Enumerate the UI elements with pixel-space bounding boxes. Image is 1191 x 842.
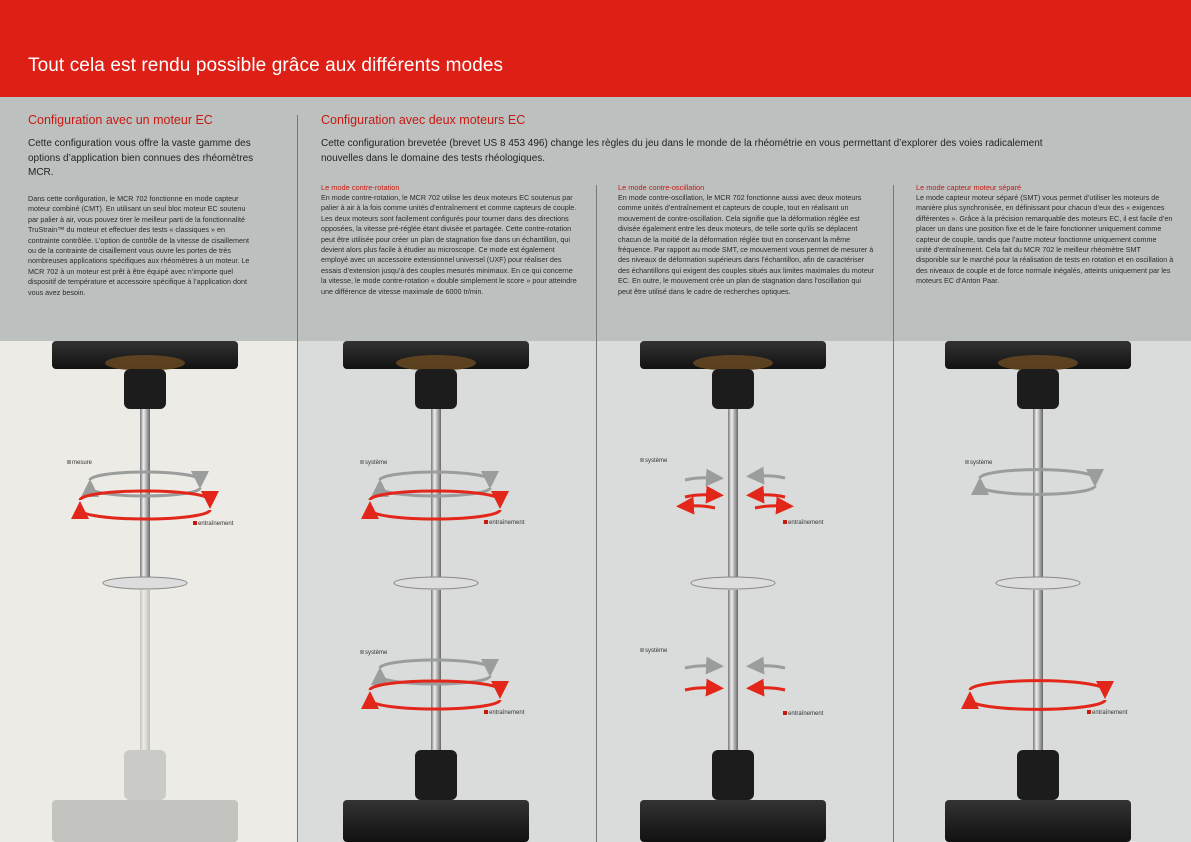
label-drive: entraînement <box>788 520 824 526</box>
label-drive: entraînement <box>198 521 234 527</box>
dual-config-lead: Cette configuration brevetée (brevet US 8 453 496) change les règles du jeu dans le monde de la rhéométrie en vous permettant d’explorer des voies radicalement nouvelles dans le domaine des tests rhéologiques. <box>321 138 1043 164</box>
page-title: Tout cela est rendu possible grâce aux différents modes <box>28 55 504 76</box>
label-drive: entraînement <box>489 520 525 526</box>
single-config-body: Dans cette configuration, le MCR 702 fonctionne en mode capteur moteur combiné (CMT). En utilisant un seul bloc moteur EC soutenu par palier à air, vous pouvez tirer le meilleur parti de la fonctionnalité TruStrain™ du moteur et effectuer des tests « classiques » en contrainte contrôlée. L’option de contrôle de la vitesse de cisaillement ou de la contrainte de cisaillement vous ouvre les portes de très nombreuses applications spécifiques aux rhéomètres à un moteur. Le MCR 702 à un moteur est prêt à être équipé avec n’importe quel dispositif de température et accessoire spécifique à l’application dont vous avez besoin. <box>28 194 250 297</box>
illustration-counter-oscillation <box>640 341 826 842</box>
mode-title-counter-rotation: Le mode contre-rotation <box>321 183 400 192</box>
single-config-lead: Cette configuration vous offre la vaste gamme des options d’application bien connues des rhéomètres MCR. <box>28 138 254 178</box>
label-system: système <box>970 460 993 466</box>
mode-body-counter-oscillation: En mode contre-oscillation, le MCR 702 fonctionne aussi avec deux moteurs comme unités d’entraînement et capteurs de couple, tout en réalisant un mouvement de contre-oscillation. Cela signifie que la déformation réglée est divisée également entre les deux moteurs, de telle sorte qu’ils se déplacent chacun de la moitié de la déformation réglée tout en conservant la même fréquence. Par rapport au mode SMT, ce mouvement vous permet de mesurer à des niveaux de déformation supérieurs dans l’échantillon, afin de caractériser des échantillons qui exigent des couples situés aux limites maximales du moteur EC. En outre, le mouvement crée un plan de stagnation dans l’oscillation qui peut être utilisé dans le cadre de recherches optiques. <box>618 193 875 296</box>
illustration-single-motor <box>52 341 238 842</box>
label-drive: entraînement <box>1092 710 1128 716</box>
mode-body-counter-rotation: En mode contre-rotation, le MCR 702 utilise les deux moteurs EC soutenus par palier à air à la fois comme unités d’entraînement et comme capteurs de couple. Les deux moteurs sont facilement configurés pour tourner dans des directions opposées, la vitesse pré-réglée étant divisée et partagée. Cette contre-rotation peut être utilisée pour créer un plan de stagnation fixe dans un échantillon, qui devient alors plus facile à étudier au microscope. Ce mode est également employé avec un accessoire extensionnel universel (UXF) pour réaliser des essais d’extension jusqu’à des couples mesurés minimaux. En ce qui concerne la vitesse, le mode contre-rotation « double simplement le score » pour atteindre une différence de vitesse maximale de 6000 tr/min. <box>321 193 577 296</box>
dual-config-title: Configuration avec deux moteurs EC <box>321 113 526 127</box>
label-measure: mesure <box>72 460 93 466</box>
label-system: système <box>645 648 668 654</box>
mode-title-counter-oscillation: Le mode contre-oscillation <box>618 183 705 192</box>
label-system: système <box>365 460 388 466</box>
illustration-separate-motor <box>945 341 1131 842</box>
label-system: système <box>645 458 668 464</box>
illustration-counter-rotation <box>343 341 529 842</box>
label-drive: entraînement <box>489 710 525 716</box>
single-config-title: Configuration avec un moteur EC <box>28 113 213 127</box>
label-drive: entraînement <box>788 711 824 717</box>
label-system: système <box>365 650 388 656</box>
mode-body-separate-motor: Le mode capteur moteur séparé (SMT) vous permet d’utiliser les moteurs de manière plus synchronisée, en définissant pour chacun d’eux des « exigences différentes ». Grâce à la précision remarquable des moteurs EC, il est facile d’en placer un dans une position fixe et de le faire fonctionner uniquement comme capteur de couple, tandis que l’autre moteur fonctionne uniquement comme unité d’entraînement. Cela fait du MCR 702 le meilleur rhéomètre SMT disponible sur le marché pour la réalisation de tests en rotation et en oscillation à des niveaux de couple et de force normale inégalés, atteints uniquement par les moteurs EC d’Anton Paar. <box>916 193 1174 286</box>
mode-title-separate-motor: Le mode capteur moteur séparé <box>916 183 1022 192</box>
